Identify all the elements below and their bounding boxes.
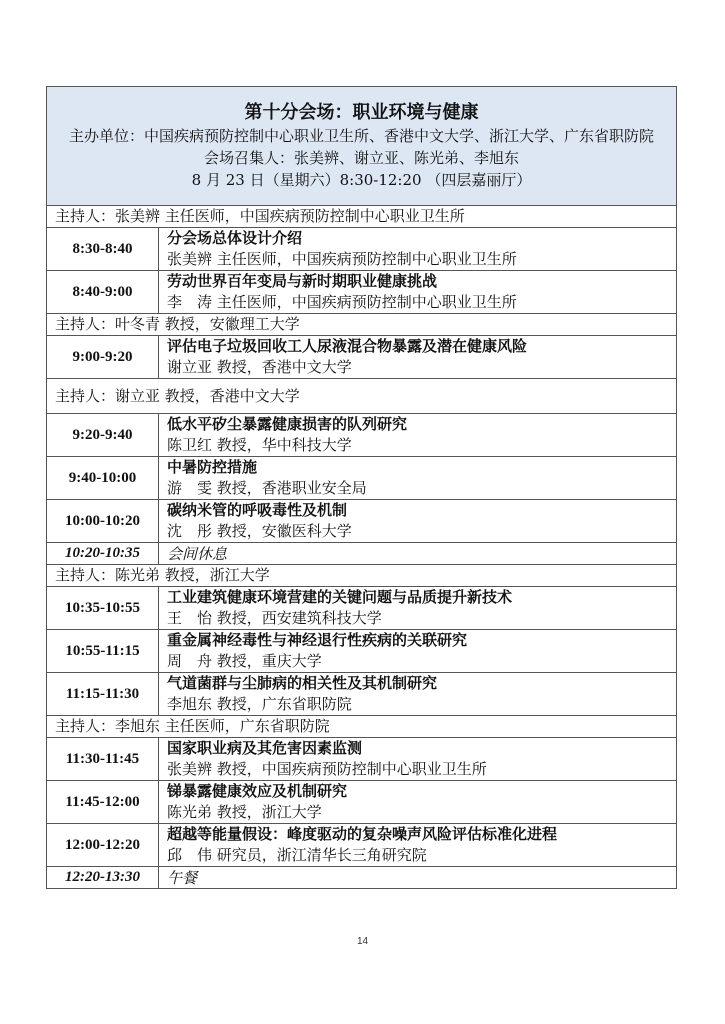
session-datetime: 8 月 23 日（星期六）8:30-12:20 （四层嘉丽厅） <box>191 171 532 189</box>
talk-time: 9:00-9:20 <box>47 336 159 379</box>
talk-row <box>47 824 677 867</box>
talk-title: 中暑防控措施 <box>167 458 258 476</box>
talk-row <box>47 336 677 379</box>
talk-time: 9:40-10:00 <box>47 457 159 500</box>
talk-speaker: 邱 伟 研究员，浙江清华长三角研究院 <box>167 846 427 864</box>
talk-cell <box>159 630 677 673</box>
talk-title: 气道菌群与尘肺病的相关性及其机制研究 <box>167 674 438 692</box>
talk-title: 超越等能量假设：峰度驱动的复杂噪声风险评估标准化进程 <box>167 825 558 843</box>
talk-title: 碳纳米管的呼吸毒性及机制 <box>167 501 348 519</box>
talk-row <box>47 738 677 781</box>
session-header-row <box>47 87 677 206</box>
talk-time: 11:15-11:30 <box>47 673 159 716</box>
talk-speaker: 周 舟 教授，重庆大学 <box>167 652 322 670</box>
talk-speaker: 王 怡 教授，西安建筑科技大学 <box>167 609 382 627</box>
talk-time: 11:30-11:45 <box>47 738 159 781</box>
break-row <box>47 543 677 565</box>
talk-row <box>47 414 677 457</box>
session-header <box>47 87 677 206</box>
talk-cell <box>159 500 677 543</box>
talk-title: 重金属神经毒性与神经退行性疾病的关联研究 <box>167 631 468 649</box>
talk-speaker: 陈卫红 教授，华中科技大学 <box>167 436 352 454</box>
talk-cell <box>159 228 677 271</box>
page-number: 14 <box>356 936 369 947</box>
host-text: 主持人：谢立亚 教授，香港中文大学 <box>47 379 677 414</box>
talk-title: 分会场总体设计介绍 <box>167 229 303 247</box>
session-title: 第十分会场：职业环境与健康 <box>244 102 479 123</box>
talk-row <box>47 457 677 500</box>
schedule-table <box>46 86 677 889</box>
talk-speaker: 游 雯 教授，香港职业安全局 <box>167 479 367 497</box>
talk-title: 国家职业病及其危害因素监测 <box>167 739 363 757</box>
talk-speaker: 陈光弟 教授，浙江大学 <box>167 803 322 821</box>
talk-title: 锑暴露健康效应及机制研究 <box>167 782 348 800</box>
host-row <box>47 716 677 738</box>
talk-cell <box>159 824 677 867</box>
talk-row <box>47 500 677 543</box>
host-row <box>47 314 677 336</box>
talk-row <box>47 228 677 271</box>
break-label: 会间休息 <box>159 543 677 565</box>
host-text: 主持人：张美辨 主任医师，中国疾病预防控制中心职业卫生所 <box>47 206 677 228</box>
host-text: 主持人：陈光弟 教授，浙江大学 <box>47 565 677 587</box>
break-time: 10:20-10:35 <box>47 543 159 565</box>
host-text: 主持人：李旭东 主任医师，广东省职防院 <box>47 716 677 738</box>
host-row <box>47 565 677 587</box>
talk-speaker: 张美辨 主任医师，中国疾病预防控制中心职业卫生所 <box>167 250 517 268</box>
talk-cell <box>159 271 677 314</box>
talk-time: 10:00-10:20 <box>47 500 159 543</box>
talk-cell <box>159 414 677 457</box>
host-text: 主持人：叶冬青 教授，安徽理工大学 <box>47 314 677 336</box>
talk-time: 9:20-9:40 <box>47 414 159 457</box>
talk-row <box>47 673 677 716</box>
talk-title: 评估电子垃圾回收工人尿液混合物暴露及潜在健康风险 <box>167 337 528 355</box>
talk-title: 劳动世界百年变局与新时期职业健康挑战 <box>167 272 438 290</box>
talk-speaker: 张美辨 教授，中国疾病预防控制中心职业卫生所 <box>167 760 487 778</box>
talk-row <box>47 587 677 630</box>
break-label: 午餐 <box>159 867 677 889</box>
talk-cell <box>159 336 677 379</box>
talk-time: 10:35-10:55 <box>47 587 159 630</box>
talk-cell <box>159 587 677 630</box>
talk-time: 8:30-8:40 <box>47 228 159 271</box>
talk-speaker: 沈 彤 教授，安徽医科大学 <box>167 522 352 540</box>
organizer-text: 主办单位：中国疾病预防控制中心职业卫生所、香港中文大学、浙江大学、广东省职防院 <box>68 127 654 145</box>
break-time: 12:20-13:30 <box>47 867 159 889</box>
break-row <box>47 867 677 889</box>
talk-cell <box>159 738 677 781</box>
talk-time: 10:55-11:15 <box>47 630 159 673</box>
talk-cell <box>159 457 677 500</box>
talk-time: 12:00-12:20 <box>47 824 159 867</box>
talk-cell <box>159 673 677 716</box>
talk-row <box>47 271 677 314</box>
talk-title: 低水平矽尘暴露健康损害的队列研究 <box>167 415 408 433</box>
conveners-text: 会场召集人：张美辨、谢立亚、陈光弟、李旭东 <box>203 149 519 167</box>
talk-time: 8:40-9:00 <box>47 271 159 314</box>
talk-time: 11:45-12:00 <box>47 781 159 824</box>
talk-speaker: 李 涛 主任医师，中国疾病预防控制中心职业卫生所 <box>167 293 517 311</box>
talk-title: 工业建筑健康环境营建的关键问题与品质提升新技术 <box>167 588 513 606</box>
host-row <box>47 206 677 228</box>
host-row <box>47 379 677 414</box>
talk-speaker: 谢立亚 教授，香港中文大学 <box>167 358 352 376</box>
talk-speaker: 李旭东 教授，广东省职防院 <box>167 695 352 713</box>
talk-cell <box>159 781 677 824</box>
talk-row <box>47 630 677 673</box>
talk-row <box>47 781 677 824</box>
